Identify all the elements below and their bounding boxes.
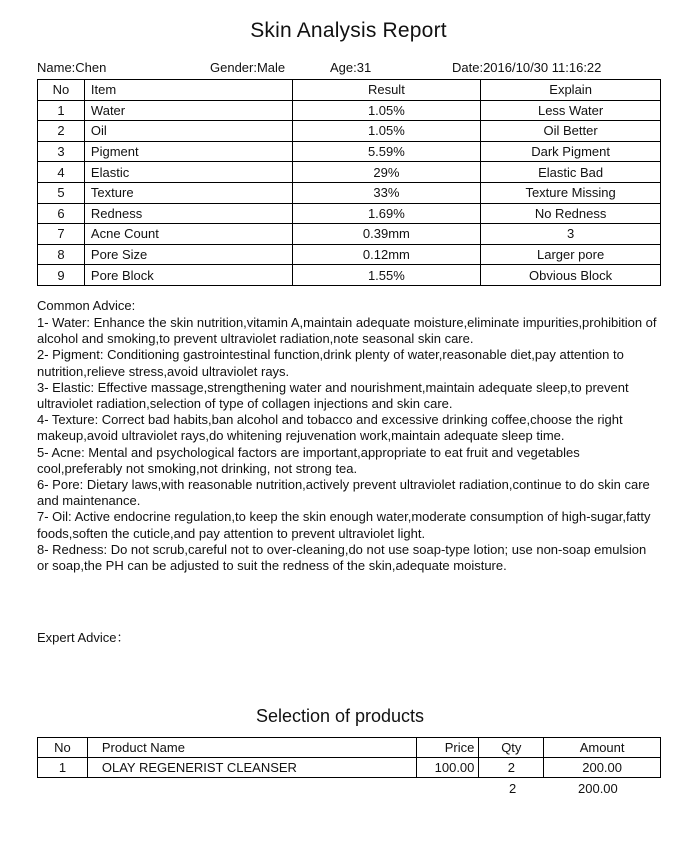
table-row [38, 121, 661, 142]
header-qty: Qty [479, 738, 544, 758]
row-explain: Larger pore [481, 244, 661, 265]
report-title: Skin Analysis Report [250, 19, 447, 42]
row-no: 4 [38, 162, 85, 183]
row-result: 0.12mm [292, 244, 481, 265]
common-advice-heading: Common Advice: [37, 298, 136, 313]
product-price: 100.00 [417, 758, 479, 778]
table-row [38, 162, 661, 183]
row-no: 6 [38, 203, 85, 224]
row-no: 9 [38, 265, 85, 286]
products-header-row [38, 738, 661, 758]
advice-water: 1- Water: Enhance the skin nutrition,vitamin A,maintain adequate moisture,eliminate impurities,prohibition of alcohol and smoking,to prevent ultraviolet radiation,note seasonal skin care. [37, 315, 657, 347]
row-explain: Dark Pigment [481, 141, 661, 162]
header-no: No [38, 80, 85, 101]
table-row [38, 758, 661, 778]
row-no: 5 [38, 182, 85, 203]
advice-oil: 7- Oil: Active endocrine regulation,to keep the skin enough water,moderate consumption of high-sugar,fatty foods,soften the cuticle,and pay attention to prevent ultraviolet light. [37, 509, 651, 541]
row-result: 1.05% [292, 121, 481, 142]
advice-pigment: 2- Pigment: Conditioning gastrointestinal function,drink plenty of water,reasonable diet,pay attention to nutrition,relieve stress,avoid ultraviolet rays. [37, 347, 624, 379]
header-price: Price [417, 738, 479, 758]
advice-acne: 5- Acne: Mental and psychological factors are important,appropriate to eat fruit and vegetables cool,preferably not smoking,not drinking, not strong tea. [37, 444, 580, 476]
analysis-table [37, 79, 661, 286]
row-explain: Less Water [481, 100, 661, 121]
product-no: 1 [38, 758, 88, 778]
patient-age: Age:31 [330, 60, 372, 75]
row-result: 29% [292, 162, 481, 183]
row-item: Pore Size [84, 244, 292, 265]
row-result: 0.39mm [292, 224, 481, 245]
row-result: 5.59% [292, 141, 481, 162]
header-amount: Amount [544, 738, 661, 758]
row-item: Elastic [84, 162, 292, 183]
header-result: Result [292, 80, 481, 101]
row-no: 2 [38, 121, 85, 142]
advice-pore: 6- Pore: Dietary laws,with reasonable nutrition,actively prevent ultraviolet radiation,continue to do skin care and maintenance. [37, 477, 650, 509]
row-explain: Oil Better [481, 121, 661, 142]
total-qty: 2 [509, 781, 517, 796]
table-row [38, 182, 661, 203]
row-result: 1.55% [292, 265, 481, 286]
header-item: Item [84, 80, 292, 101]
advice-elastic: 3- Elastic: Effective massage,strengthening water and nourishment,maintain adequate sleep,to prevent ultraviolet radiation,selection of type of collagen injections and skin care. [37, 379, 629, 412]
row-item: Acne Count [84, 224, 292, 245]
row-explain: Texture Missing [481, 182, 661, 203]
row-result: 1.05% [292, 100, 481, 121]
row-item: Pore Block [84, 265, 292, 286]
product-amount: 200.00 [544, 758, 661, 778]
row-no: 3 [38, 141, 85, 162]
row-explain: Elastic Bad [481, 162, 661, 183]
header-explain: Explain [481, 80, 661, 101]
table-row [38, 224, 661, 245]
table-row [38, 203, 661, 224]
report-date: Date:2016/10/30 11:16:22 [452, 60, 602, 75]
row-no: 7 [38, 224, 85, 245]
row-item: Pigment [84, 141, 292, 162]
total-amount: 200.00 [578, 781, 618, 796]
row-explain: 3 [481, 224, 661, 245]
row-explain: Obvious Block [481, 265, 661, 286]
table-row [38, 244, 661, 265]
common-advice-list [37, 315, 657, 574]
row-no: 8 [38, 244, 85, 265]
products-title: Selection of products [255, 706, 425, 726]
advice-texture: 4- Texture: Correct bad habits,ban alcohol and tobacco and excessive drinking coffee,choose the right makeup,avoid ultraviolet rays,do whitening rejuvenation work,maintain adequate sleep time. [37, 412, 623, 444]
row-result: 33% [292, 182, 481, 203]
table-row [38, 141, 661, 162]
product-name: OLAY REGENERIST CLEANSER [87, 758, 417, 778]
row-item: Oil [84, 121, 292, 142]
row-result: 1.69% [292, 203, 481, 224]
products-table [37, 737, 661, 778]
product-qty: 2 [479, 758, 544, 778]
table-row [38, 265, 661, 286]
analysis-header-row [38, 80, 661, 101]
advice-redness: 8- Redness: Do not scrub,careful not to over-cleaning,do not use soap-type lotion; use non-soap emulsion or soap,the PH can be adjusted to suit the redness of the skin,adequate moisture. [37, 541, 647, 574]
row-item: Texture [84, 182, 292, 203]
row-item: Water [84, 100, 292, 121]
header-product-name: Product Name [87, 738, 417, 758]
patient-name: Name:Chen [37, 60, 107, 75]
row-no: 1 [38, 100, 85, 121]
table-row [38, 100, 661, 121]
row-explain: No Redness [481, 203, 661, 224]
patient-gender: Gender:Male [210, 60, 286, 75]
expert-advice-label: Expert Advice： [37, 630, 130, 645]
row-item: Redness [84, 203, 292, 224]
header-no: No [38, 738, 88, 758]
